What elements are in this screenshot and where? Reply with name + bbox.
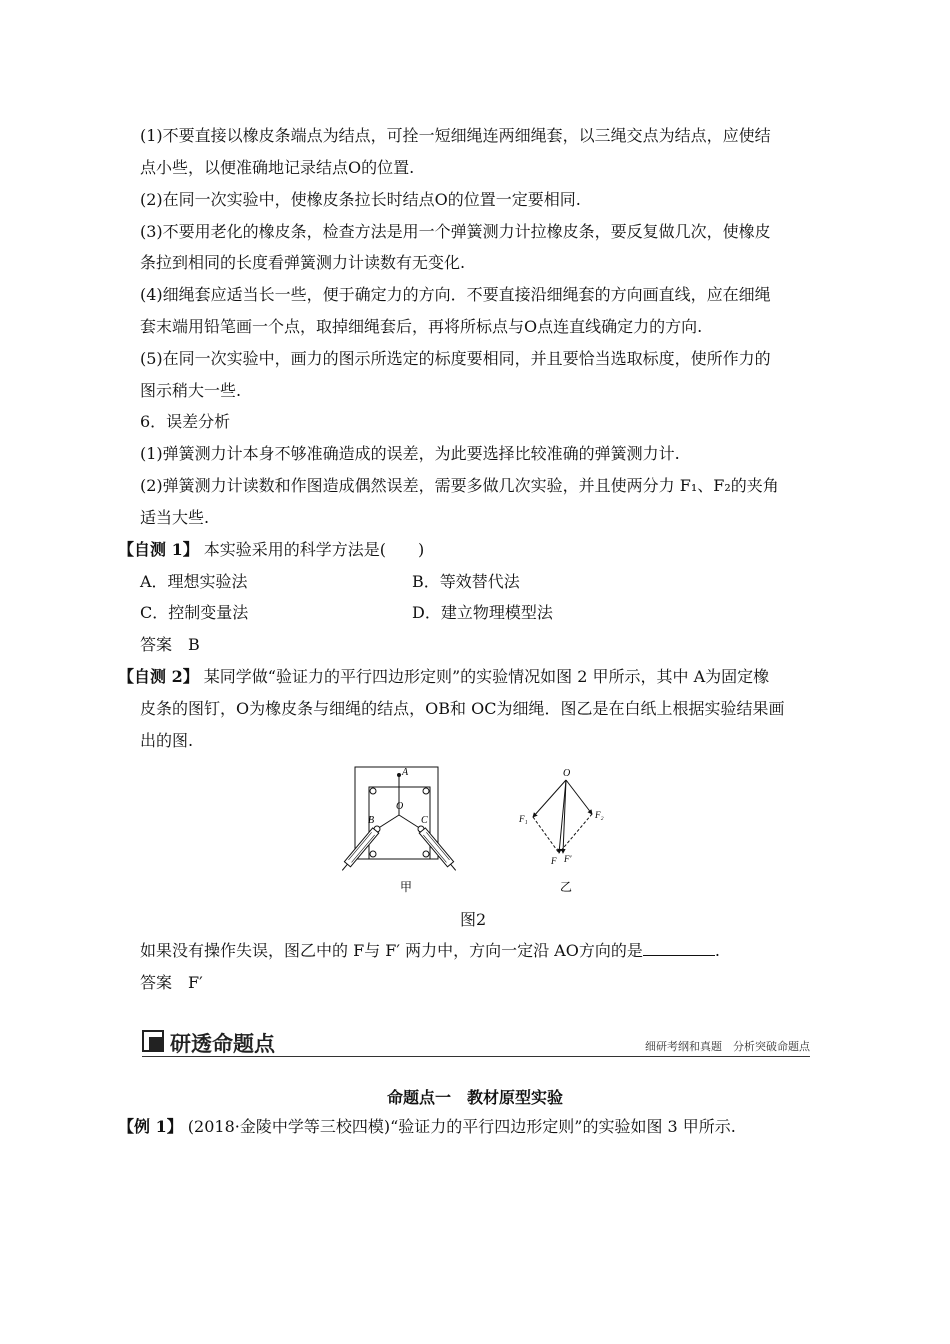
example-text: (2018·金陵中学等三校四模)“验证力的平行四边形定则”的实验如图 3 甲所示.: [182, 1117, 736, 1136]
string-oc: [399, 815, 421, 829]
note-3-line-1: (3)不要用老化的橡皮条，检查方法是用一个弹簧测力计拉橡皮条，要反复做几次，使橡皮: [140, 222, 771, 241]
answer-blank: [643, 941, 715, 956]
self-test-2-line-1: [118, 667, 769, 687]
self-test-2-line-3: 出的图.: [140, 731, 194, 750]
self-test-2-tag: 【自测 2】: [118, 667, 199, 686]
self-test-1-tag: 【自测 1】: [118, 540, 199, 559]
label-f-prime: F′: [564, 854, 572, 864]
question-text: 如果没有操作失误，图乙中的 F与 F′ 两力中，方向一定沿 AO方向的是: [140, 941, 643, 960]
label-c: C: [421, 815, 428, 826]
label-o-right: O: [563, 768, 571, 779]
pin-bottom-left: [370, 851, 376, 857]
note-1-line-1: (1)不要直接以橡皮条端点为结点，可拴一短细绳连两细绳套，以三绳交点为结点，应使结: [140, 126, 771, 145]
section-banner: [142, 1028, 810, 1057]
self-test-1-stem: [118, 540, 424, 560]
section-heading: 命题点一 教材原型实验: [386, 1088, 563, 1107]
self-test-2-question: [140, 941, 720, 961]
spring-scale-right: [419, 828, 459, 873]
figure-caption: 图2: [460, 910, 487, 929]
self-test-1-text: 本实验采用的科学方法是( ): [198, 540, 425, 559]
label-f2: F₂: [595, 810, 604, 820]
label-yi: 乙: [560, 880, 573, 894]
option-b: B．等效替代法: [412, 572, 520, 591]
label-f: F: [551, 856, 557, 866]
label-a: A: [402, 767, 409, 778]
square-icon: [142, 1030, 164, 1052]
option-c: C．控制变量法: [140, 603, 249, 622]
vector-f2: [566, 780, 592, 814]
spring-scale-left: [339, 828, 379, 873]
option-d: D．建立物理模型法: [412, 603, 553, 622]
note-3-line-2: 条拉到相同的长度看弹簧测力计读数有无变化.: [140, 253, 466, 272]
error-1: (1)弹簧测力计本身不够准确造成的误差，为此要选择比较准确的弹簧测力计.: [140, 444, 680, 463]
label-f1: F₁: [519, 814, 528, 824]
example-tag: 【例 1】: [118, 1117, 183, 1136]
error-2-line-1: (2)弹簧测力计读数和作图造成偶然误差，需要多做几次实验，并且使两分力 F₁、F₂的夹角: [140, 476, 779, 495]
figure-2: [330, 765, 630, 900]
option-a: A．理想实验法: [140, 572, 248, 591]
banner-subtitle: 细研考纲和真题 分析突破命题点: [645, 1040, 810, 1053]
self-test-1-answer: 答案 B: [140, 635, 200, 654]
note-5-line-1: (5)在同一次实验中，画力的图示所选定的标度要相同，并且要恰当选取标度，使所作力的: [140, 349, 771, 368]
note-2: (2)在同一次实验中，使橡皮条拉长时结点O的位置一定要相同.: [140, 190, 581, 209]
string-ob: [377, 815, 399, 829]
self-test-2-answer: 答案 F′: [140, 973, 203, 992]
label-jia: 甲: [400, 880, 413, 894]
self-test-2-line-2: 皮条的图钉，O为橡皮条与细绳的结点，OB和 OC为细绳．图乙是在白纸上根据实验结果画: [140, 699, 785, 718]
example-1: [118, 1117, 736, 1137]
pin-top-right: [423, 788, 429, 794]
dash-f1-f: [533, 817, 559, 853]
note-5-line-2: 图示稍大一些.: [140, 381, 242, 400]
note-4-line-1: (4)细绳套应适当长一些，便于确定力的方向．不要直接沿细绳套的方向画直线，应在细绳: [140, 285, 771, 304]
error-2-line-2: 适当大些.: [140, 508, 210, 527]
banner-title: 研透命题点: [170, 1032, 275, 1056]
note-4-line-2: 套末端用铅笔画一个点，取掉细绳套后，再将所标点与O点连直线确定力的方向.: [140, 317, 703, 336]
error-analysis-title: 6．误差分析: [140, 412, 231, 431]
vector-f1: [533, 780, 566, 817]
self-test-2-text: 某同学做“验证力的平行四边形定则”的实验情况如图 2 甲所示，其中 A为固定橡: [198, 667, 770, 686]
label-b: B: [368, 815, 375, 826]
pin-top-left: [370, 788, 376, 794]
label-o-left: O: [396, 801, 404, 812]
question-end: .: [714, 941, 720, 960]
note-1-line-2: 点小些，以便准确地记录结点O的位置.: [140, 158, 415, 177]
pin-bottom-right: [423, 851, 429, 857]
